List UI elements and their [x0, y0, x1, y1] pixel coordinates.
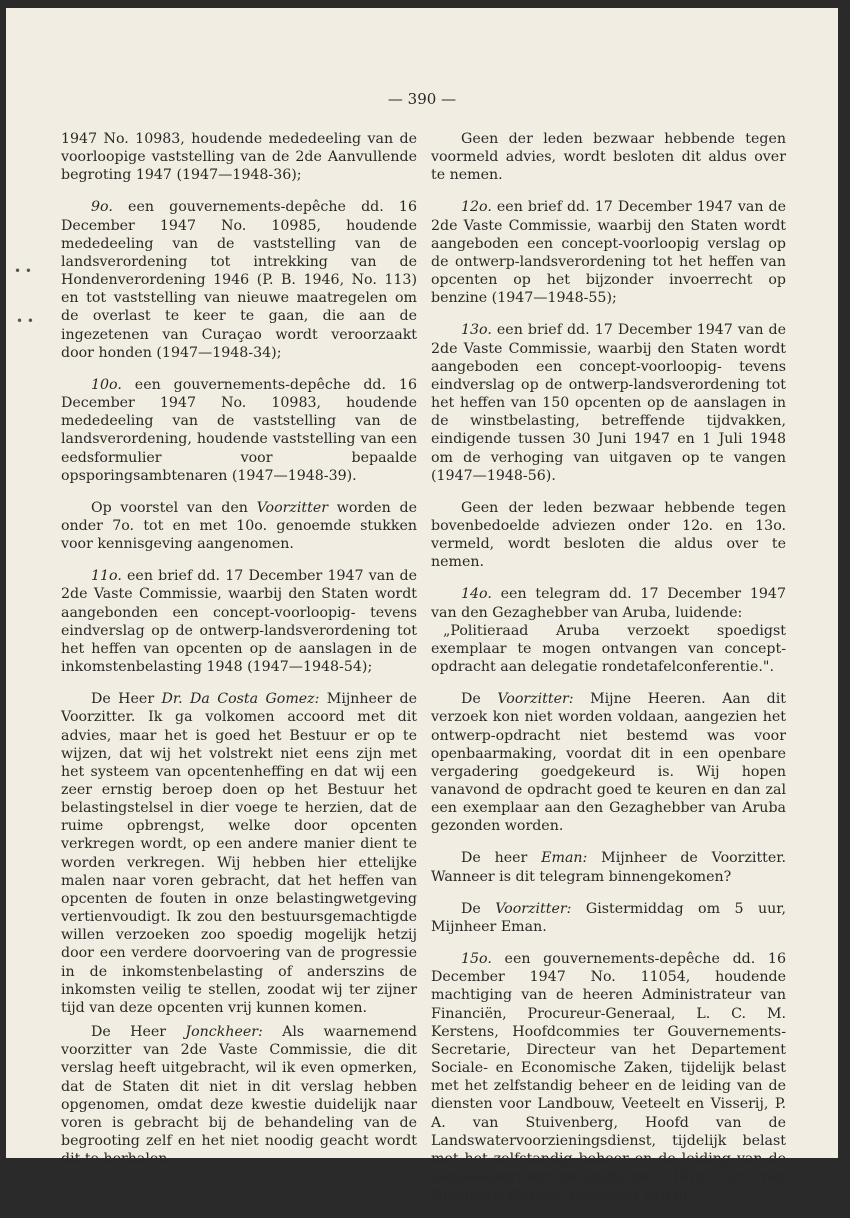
paragraph: Geen der leden bezwaar hebbende tegen voormeld advies, wordt besloten dit aldus over te nemen.	[431, 131, 786, 184]
paragraph: De Voorzitter: Mijne Heeren. Aan dit verzoek kon niet worden voldaan, aangezien het ontwerp-opdracht niet bestemd was voor openbaarmaking, voordat dit in een openbare vergadering goedgekeurd is. Wij hopen vanavond de opdracht goed te keuren en dan zal een exemplaar aan den Gezaghebber van Aruba gezonden worden.	[431, 691, 786, 835]
paragraph: De heer Eman: Mijnheer de Voorzitter. Wanneer is dit telegram binnengekomen?	[431, 850, 786, 885]
paragraph: 10o. een gouvernements-depêche dd. 16 December 1947 No. 10983, houdende mededeeling van de vaststelling van de landsverordening, houdende vaststelling van een eedsformulier voor bepaalde opsporingsambtenaren (1947—1948-39).	[61, 376, 417, 484]
paragraph: De Heer Jonckheer: Als waarnemend voorzitter van 2de Vaste Commissie, die dit verslag heeft uitgebracht, wil ik even opmerken, dat de Staten dit niet in dit verslag hebben opgenomen, omdat deze kwestie duidelijk naar voren is gebracht bij de behandeling van de begrooting zelf en het niet noodig geacht wordt dit te herhalen.	[61, 1024, 417, 1168]
paragraph: 9o. een gouvernements-depêche dd. 16 December 1947 No. 10985, houdende mededeeling van de vaststelling van de landsverordening tot intrekking van de Hondenverordening 1946 (P. B. 1946, No. 113) en tot vaststelling van nieuwe maatregelen om de overlast te keer te gaan, die aan de ingezetenen van Curaçao wordt veroorzaakt door honden (1947—1948-34);	[61, 199, 417, 361]
paragraph: 15o. een gouvernements-depêche dd. 16 December 1947 No. 11054, houdende machtiging van de heeren Administrateur van Financiën, Procureur-Generaal, L. C. M. Kerstens, Hoofdcommies ter Gouvernements-Secretarie, Directeur van het Departement Sociale- en Economische Zaken, tijdelijk belast met het zelfstandig beheer en de leiding van de diensten voor Landbouw, Veeteelt en Visserij, P. A. van Stuivenberg, Hoofd van de Landswatervoorzieningsdienst, tijdelijk belast met het zelfstandig beheer en de leiding van de Landswatervoorzieningsdienst, Directeur van Openbare Werken, Directeur van de	[431, 951, 786, 1204]
item-number: 13o.	[461, 322, 492, 339]
paragraph: 1947 No. 10983, houdende mededeeling van de voorloopige vaststelling van de 2de Aanvullende begroting 1947 (1947—1948-36);	[61, 131, 417, 184]
speaker: Eman:	[541, 850, 588, 867]
item-number: 15o.	[461, 951, 492, 968]
paragraph: 11o. een brief dd. 17 December 1947 van de 2de Vaste Commissie, waarbij den Staten wordt aangebonden een concept-voorloopig- tevens eindverslag op de ontwerp-landsverordening tot het heffen van opcenten op de aanslagen in de inkomstenbelasting 1948 (1947—1948-54);	[61, 568, 417, 676]
item-number: 9o.	[91, 199, 113, 216]
paragraph: 14o. een telegram dd. 17 December 1947 van den Gezaghebber van Aruba, luidende:	[431, 586, 786, 621]
document-page	[6, 8, 838, 1204]
item-number: 12o.	[461, 199, 492, 216]
left-column	[61, 130, 417, 1182]
item-number: 14o.	[461, 586, 492, 603]
speaker: Voorzitter	[256, 499, 328, 516]
paragraph: De Heer Dr. Da Costa Gomez: Mijnheer de Voorzitter. Ik ga volkomen accoord met dit advies, maar het is goed het Bestuur er op te wijzen, dat wij het volstrekt niet eens zijn met het systeem van opcentenheffing en dat wij een zeer ernstig beroep doen op het Bestuur het belastingstelsel in dier voege te herzien, dat de ruime opbrengst, welke door opcenten verkregen wordt, op een andere manier dient te worden verkregen. Wij hebben hier ettelijke malen naar voren gebracht, dat het heffen van opcenten de fouten in onze belastingwetgeving vertienvoudigt. Ik zou den bestuursgemachtigde willen verzoeken zoo spoedig mogelijk hetzij door een verdere doorvoering van de progressie in de inkomstenbelasting of anderszins de inkomsten veilig te stellen, zoodat wij ter zijner tijd van deze opcenten vrij kunnen komen.	[61, 691, 417, 1016]
speaker: Voorzitter:	[495, 900, 572, 917]
margin-mark-icon: • •	[16, 314, 34, 328]
paragraph: De Voorzitter: Gistermiddag om 5 uur, Mijnheer Eman.	[431, 900, 787, 935]
telegram-quote: „Politieraad Aruba verzoekt spoedigst exemplaar te mogen ontvangen van concept-opdracht aan delegatie rondetafelconferentie.".	[431, 622, 786, 676]
page-number: — 390 —	[387, 90, 457, 108]
margin-mark-icon: • •	[14, 264, 32, 278]
paragraph: 12o. een brief dd. 17 December 1947 van de 2de Vaste Commissie, waarbij den Staten wordt aangeboden een concept-voorloopig verslag op de ontwerp-landsverordening tot het heffen van opcenten op het bijzonder invoerrecht op benzine (1947—1948-55);	[431, 199, 786, 307]
paragraph: 13o. een brief dd. 17 December 1947 van de 2de Vaste Commissie, waarbij den Staten wordt aangeboden een concept-voorloopig- tevens eindverslag op de ontwerp-landsverordening tot het heffen van 150 opcenten op de aanslagen in de winstbelasting, betreffende tijdvakken, eindigende tussen 30 Juni 1947 en 1 Juli 1948 om de verhoging van uitgaven op te vangen (1947—1948-56).	[431, 322, 786, 484]
item-number: 10o.	[91, 376, 122, 393]
paragraph: Op voorstel van den Voorzitter worden de onder 7o. tot en met 10o. genoemde stukken voor kennisgeving aangenomen.	[61, 499, 417, 553]
speaker: Jonckheer:	[185, 1024, 263, 1041]
paragraph: Geen der leden bezwaar hebbende tegen bovenbedoelde adviezen onder 12o. en 13o. vermeld, wordt besloten die aldus over te nemen.	[431, 499, 786, 571]
item-number: 11o.	[91, 568, 122, 585]
speaker: Dr. Da Costa Gomez:	[161, 691, 320, 708]
right-column	[431, 130, 786, 1218]
speaker: Voorzitter:	[497, 691, 574, 708]
